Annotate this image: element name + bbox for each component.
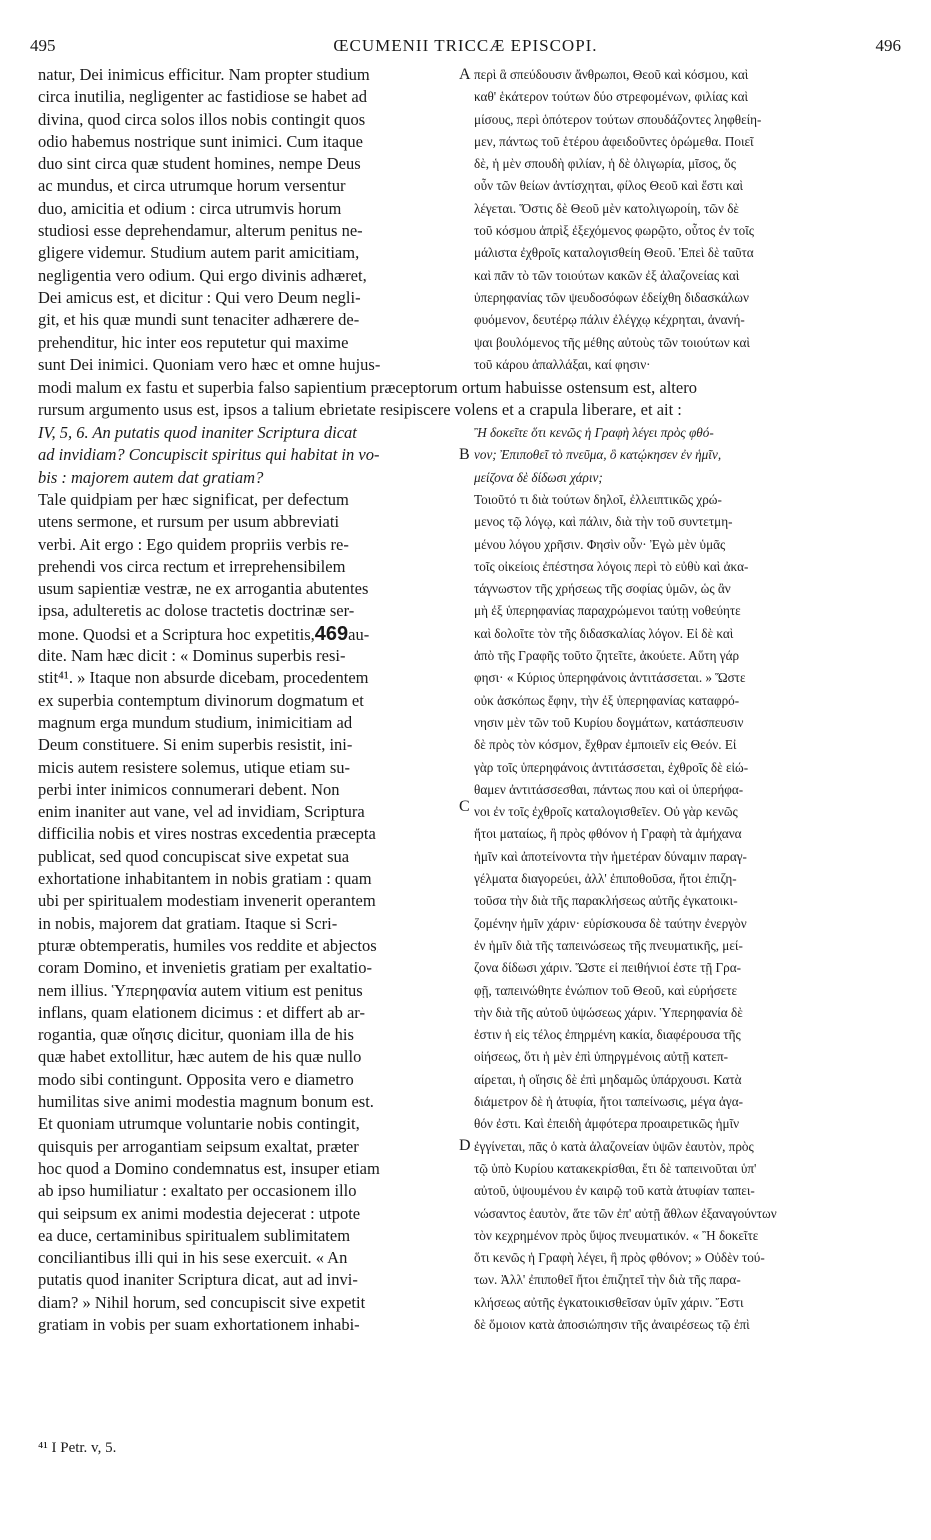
greek-text-line: τοῖς οἰκείοις ἐπέστησα λόγοις περὶ τὸ εὐθὺ καὶ ἀκα-	[474, 558, 749, 574]
latin-text-line: verbi. Ait ergo : Ego quidem propriis verbis re-	[38, 534, 349, 554]
greek-lemma-line: Ἢ δοκεῖτε ὅτι κενῶς ἡ Γραφὴ λέγει πρὸς φθό-	[474, 425, 714, 440]
greek-text-line: δὲ πρὸς τὸν κόσμον, ἔχθραν ἐμποιεῖν εἰς Θεόν. Εἰ	[474, 737, 737, 753]
greek-text-line: ἤτοι ματαίως, ἢ πρὸς φθόνον ἡ Γραφὴ τὰ ἀμήχανα	[474, 826, 742, 842]
greek-text-line: θόν ἐστι. Καὶ ἐπειδὴ ἀμφότερα προαιρετικῶς ἡμῖν	[474, 1116, 740, 1132]
latin-text-line: pturæ obtemperatis, humiles vos reddite et abjectos	[38, 935, 377, 955]
greek-text-line: ὅτι κενῶς ἡ Γραφὴ λέγει, ἢ πρὸς φθόνον; » Οὐδὲν τού-	[474, 1250, 765, 1266]
latin-text-line: conciliantibus illi qui in his sese exercuit. « An	[38, 1248, 348, 1268]
latin-lemma-line: ad invidiam? Concupiscit spiritus qui habitat in vo-	[38, 445, 380, 465]
greek-text-line: αίρεται, ἡ οἴησις δὲ ἐπὶ μηδαμῶς ὑπάρχουσι. Κατὰ	[474, 1071, 742, 1087]
latin-text-line: utens sermone, et rursum per usum abbreviati	[38, 512, 340, 532]
latin-text-line: gligere videmur. Studium autem parit amicitiam,	[38, 243, 360, 263]
latin-text-line: odio habemus nostrique sunt inimici. Cum itaque	[38, 131, 363, 151]
greek-text-line: ζονα δίδωσι χάριν. Ὥστε εἰ πειθήνιοί ἐστε τῇ Γρα-	[474, 960, 742, 976]
greek-text-line: μὴ ἐξ ὑπερηφανίας παραχρώμενοι ταύτῃ νοθεύητε	[474, 603, 741, 619]
latin-lemma	[38, 422, 456, 489]
greek-text-line: δὲ ὅμοιον κατὰ ἀποσιώπησιν τῆς ἀναιρέσεως τῷ ἐπὶ	[474, 1316, 750, 1332]
greek-text-line: οἰήσεως, ὅτι ἡ μὲν ἐπὶ ὑπηργμένοις αὐτῇ κατεπ-	[474, 1049, 729, 1065]
greek-text-line: ζομένην ἡμῖν χάριν· εὑρίσκουσα δὲ ταύτην ἐνεργὸν	[474, 915, 747, 931]
full-width-paragraph	[38, 377, 894, 422]
latin-text-line: studiosi esse deprehendamur, alterum penitus ne-	[38, 221, 363, 241]
page-number-left: 495	[30, 36, 56, 55]
greek-text-line: μενος τῷ λόγῳ, καὶ πάλιν, διὰ τὴν τοῦ συντετμη-	[474, 514, 733, 530]
latin-text-line: ubi per spiritualem modestiam invenerit operantem	[38, 891, 376, 911]
latin-text-line: Et quoniam utrumque voluntarie nobis contingit,	[38, 1114, 360, 1134]
latin-text-line: perbi inter inimicos connumerari debent. Non	[38, 779, 340, 799]
latin-text-line: hoc quod a Domino condemnatus est, insuper etiam	[38, 1158, 380, 1178]
greek-text-line: Τοιοῦτό τι διὰ τούτων δηλοῖ, ἐλλειπτικῶς χρώ-	[474, 492, 722, 507]
latin-text-line: Dei amicus est, et dicitur : Qui vero Deum negli-	[38, 287, 361, 307]
greek-text-line: περὶ ἃ σπεύδουσιν ἄνθρωποι, Θεοῦ καὶ κόσμου, καὶ	[474, 67, 749, 82]
latin-text-line: in nobis, majorem dat gratiam. Itaque si Scri-	[38, 913, 338, 933]
latin-text-line: diam? » Nihil horum, sed concupiscit sive expetit	[38, 1292, 366, 1312]
running-header	[30, 36, 901, 60]
greek-text-line: ἐν ἡμῖν διὰ τῆς ταπεινώσεως τῆς πνευματικῆς, μεί-	[474, 937, 743, 953]
latin-text-line: quæ habet extollitur, hæc autem de his quæ nullo	[38, 1047, 362, 1067]
margin-letter-b: B	[459, 446, 470, 463]
latin-text-line: Deum constituere. Si enim superbis resistit, ini-	[38, 735, 353, 755]
latin-text-line: exhortatione inhabitantem in nobis gratiam : quam	[38, 869, 372, 889]
greek-text-line: τὴν διὰ τῆς αὐτοῦ ὑψώσεως χάριν. Ὑπερηφανία δὲ	[474, 1004, 743, 1020]
latin-text-line: negligentia vero odium. Qui ergo divinis adhæret,	[38, 265, 367, 285]
greek-text-line: θαμεν ἀντιτάσσεσθαι, πάντως που καὶ οἱ ὑπερήφα-	[474, 781, 744, 797]
latin-text-line: enim inaniter aut vane, vel ad invidiam, Scriptura	[38, 802, 365, 822]
latin-text-line: circa inutilia, negligenter ac fastidiose se habet ad	[38, 87, 367, 107]
greek-text-line: τοῦ κάρου ἀπαλλάξαι, καί φησιν·	[474, 356, 651, 372]
latin-text-line: usum sapientiæ vestræ, ne ex arrogantia abutentes	[38, 579, 369, 599]
greek-column-top	[474, 64, 894, 376]
greek-text-line: καὶ πᾶν τὸ τῶν τοιούτων κακῶν ἐξ ἀλαζονείας καὶ	[474, 267, 740, 283]
greek-text-line: ἀπὸ τῆς Γραφῆς τοῦτο ζητεῖτε, ἀκούετε. Αὕτη γάρ	[474, 648, 740, 664]
latin-text-line: humilitas sive animi modestia magnum bonum est.	[38, 1092, 374, 1112]
footnote: ⁴¹ I Petr. v, 5.	[38, 1440, 117, 1456]
greek-text-line: τάγνωστον τῆς χρήσεως τῆς σοφίας ὑμῶν, ὡς ἂν	[474, 581, 731, 597]
greek-text-line: τὸν κεχρημένον πρὸς ὕψος πνευματικόν. « Ἢ δοκεῖτε	[474, 1227, 759, 1243]
latin-text-line: Tale quidpiam per hæc significat, per defectum	[38, 490, 349, 509]
latin-text-line: modo sibi contingunt. Opposita vero e diametro	[38, 1069, 354, 1089]
greek-lemma-line: νον; Ἐπιποθεῖ τὸ πνεῦμα, ὃ κατῴκησεν ἐν ἡμῖν,	[474, 447, 722, 463]
latin-text-line: micis autem resistere solemus, utique etiam su-	[38, 757, 351, 777]
greek-text-line: μεν, πάντως τοῦ ἑτέρου ἀφειδοῦντες ὁρώμεθα. Ποιεῖ	[474, 133, 754, 149]
latin-text-line: ea duce, certaminibus spiritualem sublimitatem	[38, 1225, 351, 1245]
greek-column-main	[474, 489, 894, 1336]
latin-text-line: ac mundus, et circa utrumque horum versentur	[38, 176, 346, 196]
latin-text-line: publicat, sed quod concupiscat sive expetat sua	[38, 846, 350, 866]
greek-text-line: ὑπερηφανίας τῶν ψευδοσόφων ἐδείχθη διδασκάλων	[474, 289, 749, 305]
greek-lemma	[474, 422, 894, 489]
latin-text-line: magnum erga mundum studium, inimicitiam ad	[38, 712, 353, 732]
latin-text-line: stit⁴¹. » Itaque non absurde dicebam, procedentem	[38, 668, 369, 688]
greek-text-line: μένου λόγου χρῆσιν. Φησὶν οὖν· Ἐγὼ μὲν ὑμᾶς	[474, 536, 726, 552]
greek-text-line: διάμετρον δὲ ἡ ἀτυφία, ἤτοι ταπείνωσις, μέγα ἀγα-	[474, 1094, 744, 1110]
column-number: 469	[314, 622, 349, 645]
latin-text-line: duo sint circa quæ student homines, nempe Deus	[38, 154, 361, 174]
greek-text-line: μίσους, περὶ ὁπότερον τούτων σπουδάζοντες ληφθείη-	[474, 111, 762, 127]
greek-text-line: ἡμῖν καὶ ἀποτείνοντα τὴν ἡμετέραν δύναμιν παραγ-	[474, 848, 747, 864]
full-width-line: rursum argumento usus est, ipsos a talium ebrietate resipiscere volens et a crapula liberare, et ait :	[38, 400, 682, 420]
greek-text-line: οὖν τῶν θείων ἀντίσχηται, φίλος Θεοῦ καὶ ἔστι καὶ	[474, 178, 744, 194]
latin-text-line: coram Domino, et invenietis gratiam per exaltatio-	[38, 958, 373, 978]
latin-lemma-line: IV, 5, 6. An putatis quod inaniter Scriptura dicat	[38, 423, 357, 442]
latin-text-line: putatis quod inaniter Scriptura dicat, aut ad invi-	[38, 1270, 358, 1290]
latin-text-line: dite. Nam hæc dicit : « Dominus superbis resi-	[38, 646, 346, 666]
greek-text-line: νησιν μὲν τῶν τοῦ Κυρίου δογμάτων, κατάσπευσιν	[474, 714, 744, 730]
greek-text-line: καθ' ἑκάτερον τούτων δύο στρεφομένων, φιλίας καὶ	[474, 89, 749, 105]
latin-text-line: inflans, quam elationem dicimus : et differt ab ar-	[38, 1002, 365, 1022]
greek-text-line: φησι· « Κύριος ὑπερηφάνοις ἀντιτάσσεται. » Ὥστε	[474, 670, 746, 686]
latin-lemma-line: bis : majorem autem dat gratiam?	[38, 467, 264, 487]
greek-text-line: λέγεται. Ὅστις δὲ Θεοῦ μὲν κατολιγωροίη, τῶν δὲ	[474, 200, 739, 216]
latin-text-line: ab ipso humiliatur : exaltato per occasionem illo	[38, 1181, 357, 1201]
page-number-right: 496	[875, 36, 901, 55]
greek-text-line: ἐστιν ἡ εἰς τέλος ἐπηρμένη κακία, διαφέρουσα τῆς	[474, 1027, 741, 1043]
greek-text-line: τῷ ὑπὸ Κυρίου κατακεκρίσθαι, ἔτι δὲ ταπεινοῦται ὑπ'	[474, 1160, 757, 1176]
greek-text-line: οὐκ ἀσκόπως ἔφην, τὴν ἐξ ὑπερηφανίας καταφρό-	[474, 692, 740, 708]
greek-text-line: γὰρ τοῖς ὑπερηφάνοις ἀντιτάσσεται, ἐχθροῖς δὲ εἰώ-	[474, 759, 749, 775]
greek-text-line: φῇ, ταπεινώθητε ἐνώπιον τοῦ Θεοῦ, καὶ εὑρήσετε	[474, 982, 738, 998]
greek-text-line: των. Ἀλλ' ἐπιποθεῖ ἤτοι ἐπιζητεῖ τὴν διὰ τῆς παρα-	[474, 1272, 741, 1288]
latin-text-line: prehenditur, hic inter eos reputetur qui maxime	[38, 332, 349, 352]
latin-text-line: qui seipsum ex animi modestia dejecerat : utpote	[38, 1203, 361, 1223]
greek-text-line: νοι ἐν τοῖς ἐχθροῖς καταλογισθεῖεν. Οὐ γὰρ κενῶς	[474, 804, 738, 820]
latin-text-line: gratiam in vobis per suam exhortationem inhabi-	[38, 1314, 360, 1334]
latin-text-line: rogantia, quæ οἴησις dicitur, quoniam illa de his	[38, 1025, 354, 1045]
latin-text-line: sunt Dei inimici. Quoniam vero hæc et omne hujus-	[38, 354, 381, 374]
latin-text-line: git, et his quæ mundi sunt tenaciter adhærere de-	[38, 310, 360, 330]
greek-text-line: τοῦ κόσμου ἀπρὶξ ἐξεχόμενος φωρῷτο, οὗτος ἐν τοῖς	[474, 223, 754, 239]
latin-text-line: ipsa, adulteretis ac dolose tractetis doctrinæ ser-	[38, 601, 355, 621]
latin-text-line: divina, quod circa solos illos nobis contingit quos	[38, 109, 366, 129]
greek-text-line: κλήσεως αὐτῆς ἐγκατοικισθεῖσαν ὑμῖν χάριν. Ἔστι	[474, 1294, 744, 1310]
latin-text-line: quisquis per arrogantiam seipsum exaltat, præter	[38, 1136, 359, 1156]
latin-text-line: ex superbia contemptum divinorum dogmatum et	[38, 690, 364, 710]
greek-text-line: νώσαντος ἑαυτὸν, ἅτε τῶν ἐπ' αὐτῇ ἄθλων ἐξαναγούντων	[474, 1205, 777, 1221]
latin-text-line: natur, Dei inimicus efficitur. Nam propter studium	[38, 65, 370, 84]
greek-text-line: δὲ, ἡ μὲν σπουδὴ φιλίαν, ἡ δὲ ὀλιγωρία, μῖσος, ὅς	[474, 156, 736, 172]
greek-text-line: ψαι βουλόμενος τῆς μέθης αὐτοὺς τῶν τοιούτων καὶ	[474, 334, 750, 350]
running-title: ŒCUMENII TRICCÆ EPISCOPI.	[333, 36, 598, 55]
latin-text-line: prehendi vos circa rectum et irreprehensibilem	[38, 556, 346, 576]
greek-text-line: τοῦσα τὴν διὰ τῆς παρακλήσεως αὐτῆς ἐγκατοικι-	[474, 893, 738, 909]
greek-text-line: αὐτοῦ, ὑψουμένου ἐν καιρῷ τοῦ κατὰ ἀτυφίαν ταπει-	[474, 1183, 755, 1199]
latin-column-top	[38, 64, 456, 376]
latin-column-main	[38, 489, 456, 1336]
latin-text-line: difficilia nobis et vires nostras excedentia præcepta	[38, 824, 376, 844]
greek-text-line: φυόμενον, δευτέρῳ πάλιν ἐλέγχῳ κέχρηται, ἀνανή-	[474, 312, 745, 328]
greek-text-line: γέλματα διαγορεύει, ἀλλ' ἐπιποθοῦσα, ἤτοι ἐπιζη-	[474, 871, 737, 887]
column-number-tail: au-	[348, 624, 370, 644]
latin-text-line: nem illius. Ὑπερηφανία autem vitium est penitus	[38, 980, 363, 1000]
greek-text-line: μάλιστα ἐχθροῖς καταλογισθείη Θεοῦ. Ἐπεὶ δὲ ταῦτα	[474, 245, 754, 261]
margin-letter-c: C	[459, 798, 470, 815]
greek-lemma-line: μείζονα δὲ δίδωσι χάριν;	[474, 469, 603, 485]
full-width-line: modi malum ex fastu et superbia falso sapientium præceptorum ortum habuisse ostensum est, altero	[38, 378, 697, 397]
latin-text-line: duo, amicitia et odium : circa utrumvis horum	[38, 198, 342, 218]
margin-letter-d: D	[459, 1137, 471, 1154]
greek-text-line: ἐγγίνεται, πᾶς ὁ κατὰ ἀλαζονείαν ὑψῶν ἑαυτὸν, πρὸς	[474, 1138, 754, 1154]
latin-text-line: mone. Quodsi et a Scriptura hoc expetitis,469au-	[38, 622, 370, 645]
margin-letter-a: A	[459, 66, 471, 83]
greek-text-line: καὶ δολοῖτε τὸν τῆς διδασκαλίας λόγον. Εἰ δὲ καὶ	[474, 625, 734, 641]
